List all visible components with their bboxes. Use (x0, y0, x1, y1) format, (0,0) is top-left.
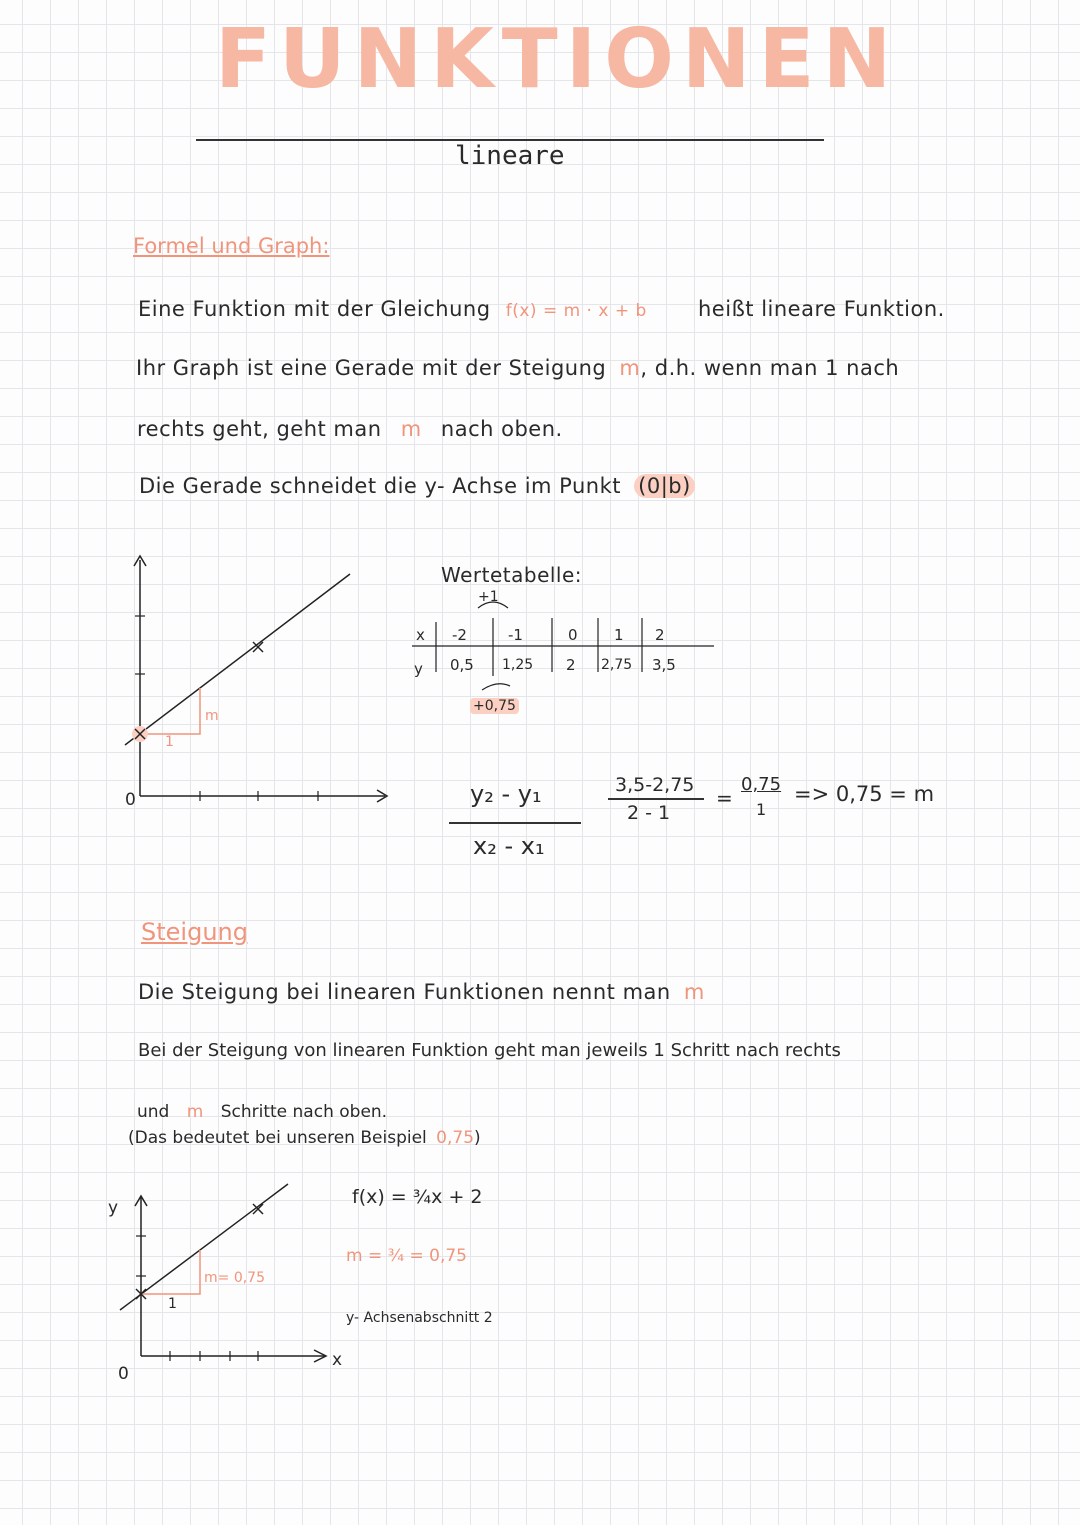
graph-2-x-label: x (332, 1350, 343, 1370)
intercept-point: (0|b) (634, 474, 695, 498)
table-y-value: 3,5 (652, 656, 676, 674)
section-heading-formula: Formel und Graph: (133, 234, 330, 258)
slope-text-line-3-end: Schritte nach oben. (220, 1102, 388, 1122)
slope-example-denominator: 2 - 1 (627, 802, 671, 824)
example-intercept: y- Achsenabschnitt 2 (346, 1310, 493, 1326)
example-function: f(x) = ¾x + 2 (352, 1186, 483, 1208)
slope-symbol-3: m (683, 980, 705, 1004)
slope-text-line-2: Bei der Steigung von linearen Funktion geht man jeweils 1 Schritt nach rechts (138, 1040, 841, 1061)
table-y-value: 2,75 (601, 657, 633, 673)
table-x-value: 1 (614, 626, 624, 644)
text-line-1-end: heißt lineare Funktion. (698, 297, 945, 321)
table-x-label: x (416, 626, 425, 644)
text-line-3-start: rechts geht, geht man (137, 417, 382, 441)
table-x-value: -2 (452, 626, 467, 644)
page-subtitle: lineare (455, 141, 565, 171)
slope-text-line-1-start: Die Steigung bei linearen Funktionen nennt man (138, 980, 671, 1004)
text-line-3-end: nach oben. (440, 417, 563, 441)
slope-text-line-4-end: ) (474, 1128, 481, 1148)
table-y-value: 1,25 (502, 657, 534, 673)
example-slope-value: m = ¾ = 0,75 (346, 1246, 467, 1266)
graph-1-origin-label: 0 (125, 790, 136, 810)
slope-text-line-4-start: (Das bedeutet bei unseren Beispiel (128, 1128, 427, 1148)
slope-example-value: 0,75 (436, 1128, 475, 1148)
text-line-2-start: Ihr Graph ist eine Gerade mit der Steigung (136, 356, 607, 380)
slope-result-denominator: 1 (756, 800, 767, 819)
section-heading-slope: Steigung (141, 918, 248, 946)
slope-formula-denominator: x₂ - x₁ (473, 832, 545, 860)
slope-symbol-2: m (400, 417, 422, 441)
table-y-value: 0,5 (450, 656, 474, 674)
table-y-value: 2 (566, 656, 576, 674)
formula-general: f(x) = m · x + b (505, 301, 647, 321)
page-title: FUNKTIONEN (215, 12, 900, 107)
graph-2-origin-label: 0 (118, 1364, 129, 1384)
slope-formula-numerator: y₂ - y₁ (470, 780, 542, 808)
graph-1-step-label: 1 (165, 734, 174, 750)
text-line-2-end: , d.h. wenn man 1 nach (640, 356, 900, 380)
graph-2-ticks (136, 1236, 258, 1361)
table-x-value: 2 (655, 626, 665, 644)
table-y-label: y (414, 660, 423, 678)
table-step-x: +1 (478, 589, 499, 605)
table-x-value: -1 (508, 626, 523, 644)
table-x-value: 0 (568, 626, 578, 644)
slope-example-equals: = (716, 786, 733, 810)
text-line-1-start: Eine Funktion mit der Gleichung (138, 297, 491, 321)
graph-2-y-label: y (108, 1198, 119, 1218)
graph-2-slope-label: m= 0,75 (204, 1270, 265, 1286)
slope-example-numerator: 3,5-2,75 (615, 774, 695, 796)
table-step-y: +0,75 (470, 698, 519, 714)
slope-text-line-3-start: und (137, 1102, 170, 1122)
table-heading: Wertetabelle: (441, 563, 583, 587)
graph-1-slope-label: m (205, 708, 219, 724)
slope-result-numerator: 0,75 (741, 774, 782, 795)
graph-2-step-label: 1 (168, 1296, 177, 1312)
text-line-4-start: Die Gerade schneidet die y- Achse im Punkt (139, 474, 621, 498)
slope-result: => 0,75 = m (794, 782, 935, 806)
slope-symbol: m (619, 356, 641, 380)
slope-symbol-4: m (186, 1102, 204, 1122)
